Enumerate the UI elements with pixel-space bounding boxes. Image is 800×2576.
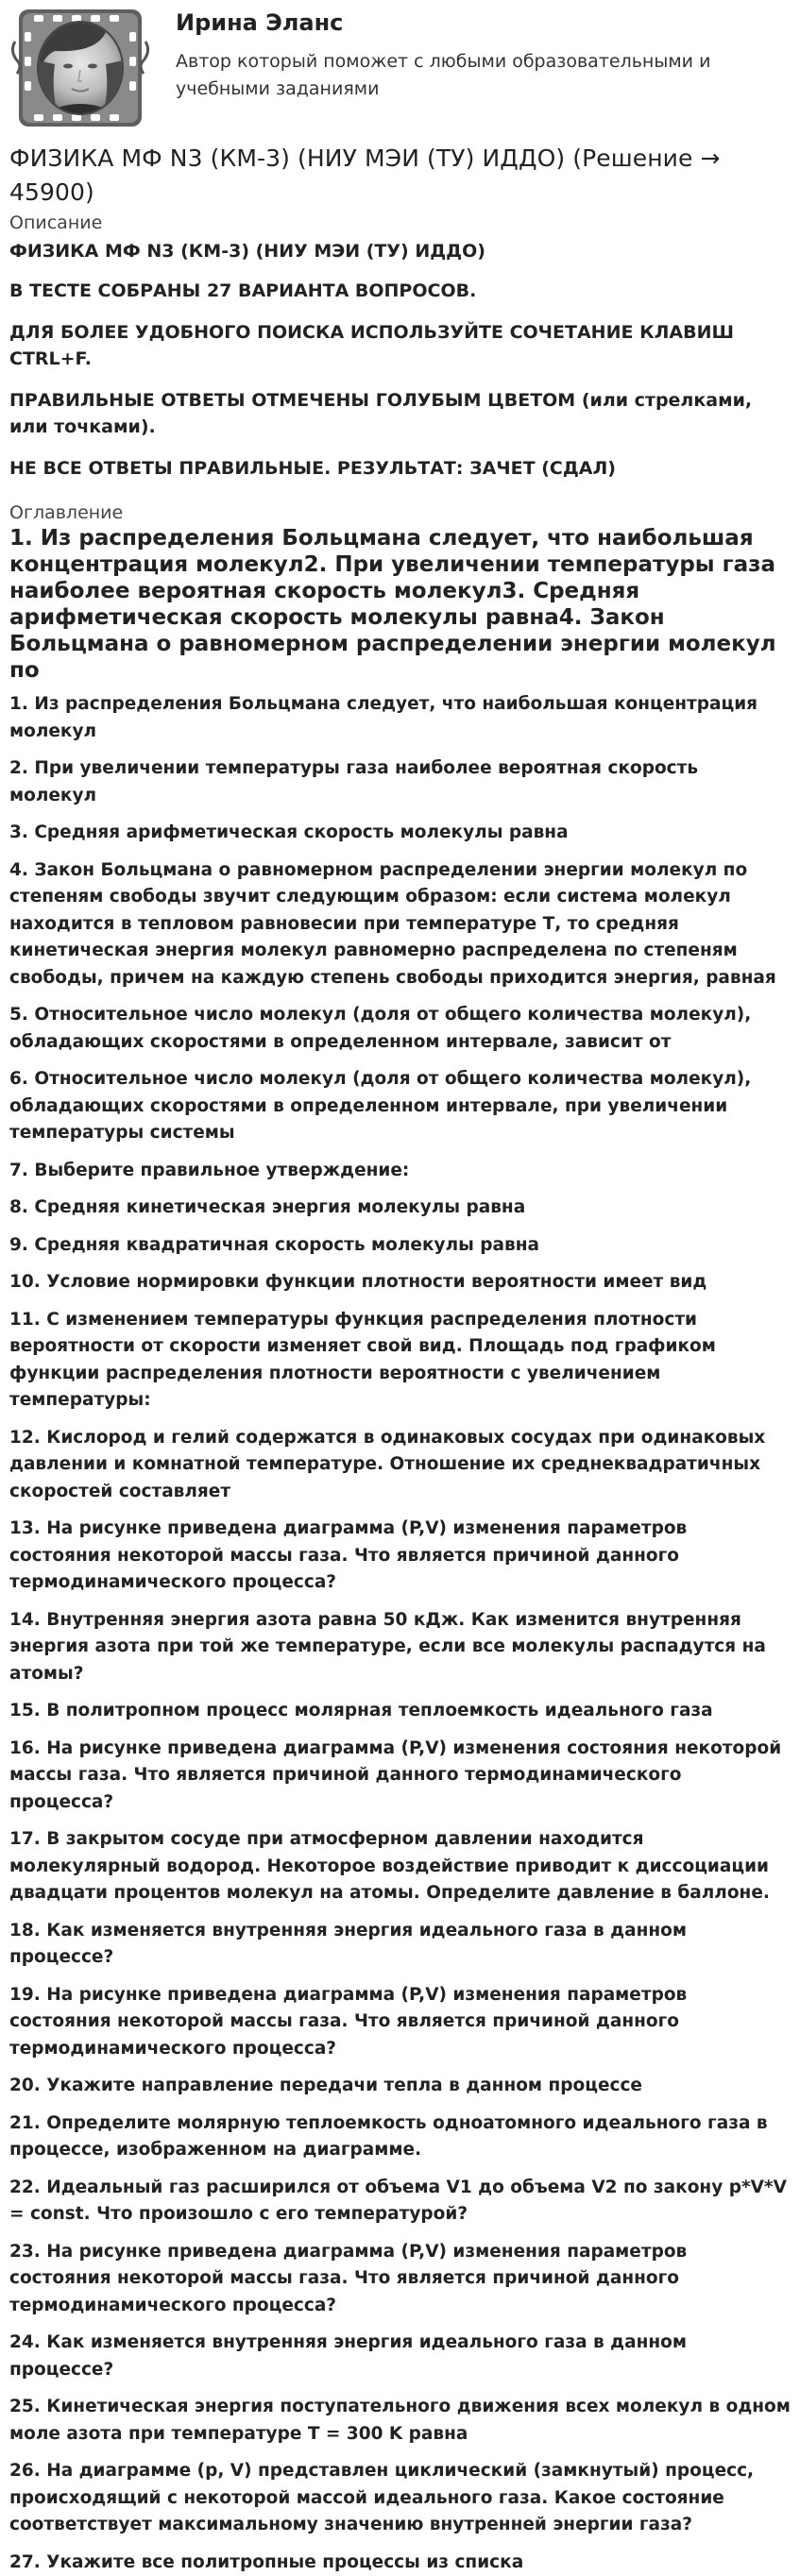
toc-item[interactable]: 9. Средняя квадратичная скорость молекулы равна [9,1232,791,1260]
toc-item[interactable]: 23. На рисунке приведена диаграмма (P,V) изменения параметров состояния некоторой массы газа. Что является причиной данного термодинамического процесса? [9,2239,791,2320]
toc-item[interactable]: 10. Условие нормировки функции плотности вероятности имеет вид [9,1269,791,1296]
toc-item[interactable]: 2. При увеличении температуры газа наиболее вероятная скорость молекул [9,755,791,809]
author-name[interactable]: Ирина Эланс [176,9,761,37]
toc-list [9,691,791,2576]
toc-item[interactable]: 24. Как изменяется внутренняя энергия идеального газа в данном процессе? [9,2330,791,2383]
toc-item[interactable]: 22. Идеальный газ расширился от объема V1 до объема V2 по закону p*V*V = const. Что произошло с его температурой? [9,2175,791,2229]
product-title: ФИЗИКА МФ N3 (КМ-3) (НИУ МЭИ (ТУ) ИДДО) (Решение → 45900) [9,142,791,210]
description-body [9,238,791,482]
toc-item[interactable]: 4. Закон Больцмана о равномерном распределении энергии молекул по степеням свободы звучит следующим образом: если система молекул находится в тепловом равновесии при температуре Т, то средняя кинетическая энергия молекул равномерно распределена по степеням свободы, причем на каждую степень свободы приходится энергия, равная [9,857,791,992]
toc-item[interactable]: 25. Кинетическая энергия поступательного движения всех молекул в одном моле азота при температуре T = 300 K равна [9,2394,791,2448]
toc-item[interactable]: 13. На рисунке приведена диаграмма (P,V) изменения параметров состояния некоторой массы газа. Что является причиной данного термодинамического процесса? [9,1516,791,1597]
author-avatar[interactable] [9,4,151,132]
description-paragraph: ДЛЯ БОЛЕЕ УДОБНОГО ПОИСКА ИСПОЛЬЗУЙТЕ СОЧЕТАНИЕ КЛАВИШ CTRL+F. [9,319,791,372]
toc-item[interactable]: 6. Относительное число молекул (доля от общего количества молекул), обладающих скоростями в определенном интервале, при увеличении температуры системы [9,1066,791,1147]
toc-item[interactable]: 19. На рисунке приведена диаграмма (P,V) изменения параметров состояния некоторой массы газа. Что является причиной данного термодинамического процесса? [9,1982,791,2063]
toc-item[interactable]: 1. Из распределения Больцмана следует, что наибольшая концентрация молекул [9,691,791,745]
toc-item[interactable]: 20. Укажите направление передачи тепла в данном процессе [9,2073,791,2100]
toc-label: Оглавление [9,502,791,523]
toc-item[interactable]: 17. В закрытом сосуде при атмосферном давлении находится молекулярный водород. Некоторое воздействие приводит к диссоциации двадцати процентов молекул на атомы. Определите давление в баллоне. [9,1826,791,1907]
description-paragraph: ПРАВИЛЬНЫЕ ОТВЕТЫ ОТМЕЧЕНЫ ГОЛУБЫМ ЦВЕТОМ (или стрелками, или точками). [9,387,791,440]
author-header [9,0,791,138]
toc-item[interactable]: 3. Средняя арифметическая скорость молекулы равна [9,820,791,847]
toc-item[interactable]: 15. В политропном процесс молярная теплоемкость идеального газа [9,1698,791,1725]
author-bio: Автор который поможет с любыми образовательными и учебными заданиями [176,48,761,103]
description-paragraph: НЕ ВСЕ ОТВЕТЫ ПРАВИЛЬНЫЕ. РЕЗУЛЬТАТ: ЗАЧЕТ (СДАЛ) [9,455,791,482]
toc-item[interactable]: 5. Относительное число молекул (доля от общего количества молекул), обладающих скоростями в определенном интервале, зависит от [9,1002,791,1056]
toc-item[interactable]: 21. Определите молярную теплоемкость одноатомного идеального газа в процессе, изображенном на диаграмме. [9,2110,791,2164]
description-paragraph: ФИЗИКА МФ N3 (КМ-3) (НИУ МЭИ (ТУ) ИДДО) [9,238,791,264]
toc-item[interactable]: 11. С изменением температуры функция распределения плотности вероятности от скорости изменяет свой вид. Площадь под графиком функции распределения плотности вероятности с увеличением температуры: [9,1307,791,1415]
toc-item[interactable]: 7. Выберите правильное утверждение: [9,1158,791,1185]
toc-item[interactable]: 14. Внутренняя энергия азота равна 50 кДж. Как изменится внутренняя энергия азота при той же температуре, если все молекулы распадутся на атомы? [9,1607,791,1688]
description-paragraph: В ТЕСТЕ СОБРАНЫ 27 ВАРИАНТА ВОПРОСОВ. [9,278,791,304]
toc-item[interactable]: 8. Средняя кинетическая энергия молекулы равна [9,1195,791,1222]
author-info [176,9,761,103]
toc-item[interactable]: 27. Укажите все политропные процессы из списка [9,2550,791,2576]
film-frame-avatar-image [9,4,151,132]
toc-item[interactable]: 26. На диаграмме (p, V) представлен циклический (замкнутый) процесс, происходящий с некоторой массой идеального газа. Какое состояние соответствует максимальному значению внутренней энергии газа? [9,2458,791,2539]
toc-item[interactable]: 18. Как изменяется внутренняя энергия идеального газа в данном процессе? [9,1918,791,1972]
description-label: Описание [9,212,791,234]
toc-item[interactable]: 16. На рисунке приведена диаграмма (P,V) изменения состояния некоторой массы газа. Что является причиной данного термодинамического процесса? [9,1736,791,1817]
toc-item[interactable]: 12. Кислород и гелий содержатся в одинаковых сосудах при одинаковых давлении и комнатной температуре. Отношение их среднеквадратичных скоростей составляет [9,1425,791,1506]
toc-heading[interactable]: 1. Из распределения Больцмана следует, что наибольшая концентрация молекул2. При увеличении температуры газа наиболее вероятная скорость молекул3. Средняя арифметическая скорость молекулы равна4. Закон Больцмана о равномерном распределении энергии молекул по [9,525,791,684]
